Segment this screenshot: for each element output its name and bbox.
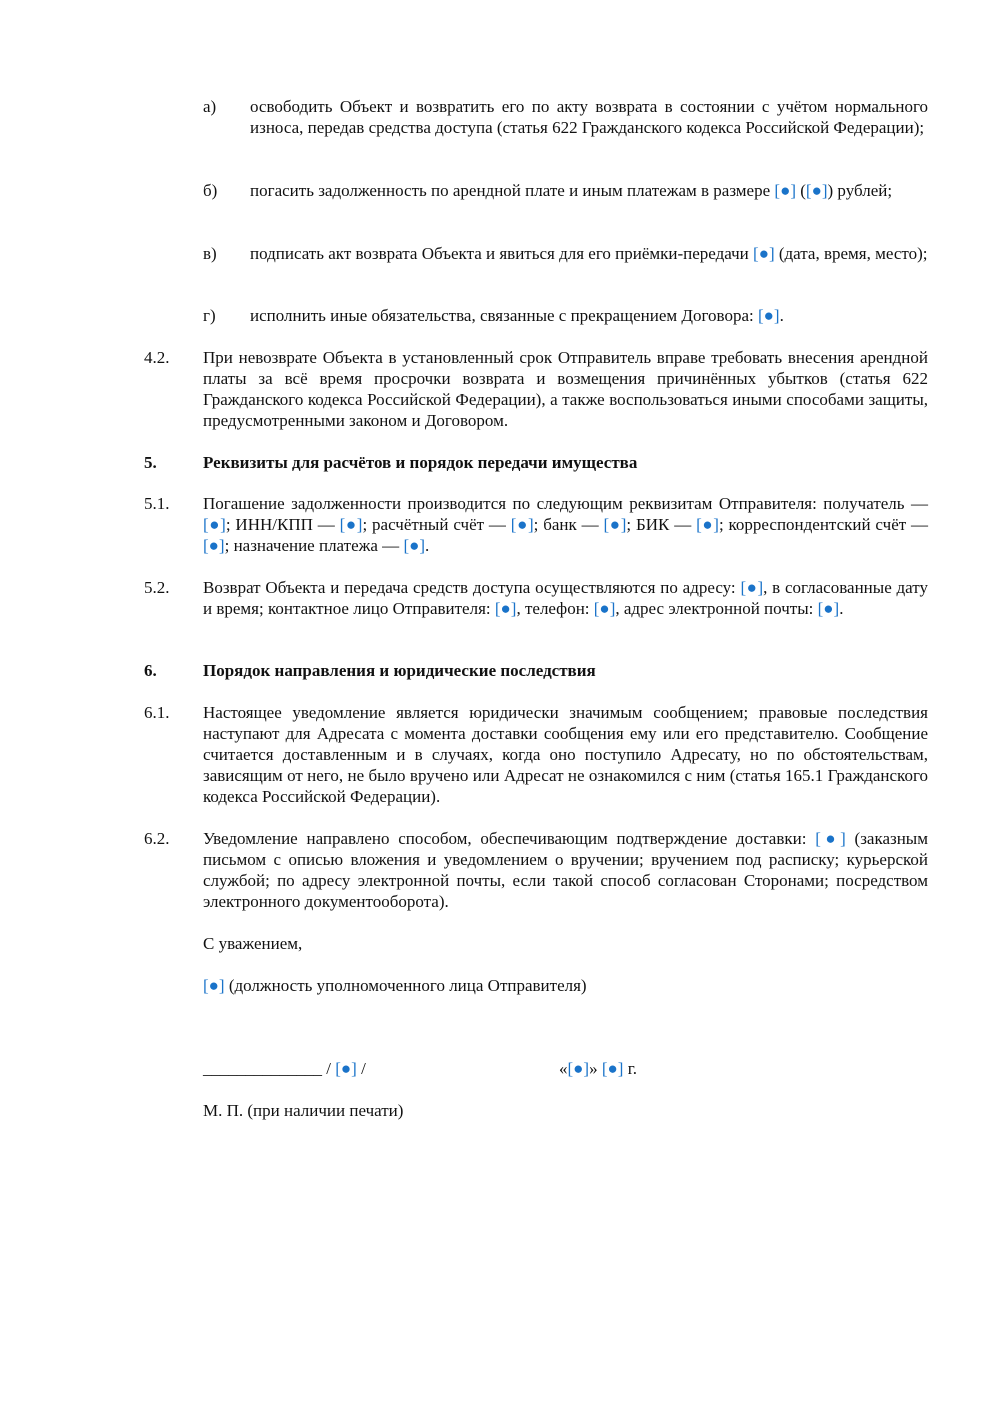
placeholder: [●] [740,578,764,597]
text-fragment: (должность уполномоченного лица Отправителя) [224,976,587,995]
text-fragment: (дата, время, место); [774,244,928,263]
subitem-text [250,180,928,201]
placeholder: [●] [494,599,517,618]
signature-date [559,1058,859,1079]
subitem-label: г) [203,306,216,325]
text-fragment: , в согласованные дату и время; контактное лицо Отправителя: [203,578,928,618]
clause-text [203,493,928,556]
clause-text: Настоящее уведомление является юридически значимым сообщением; правовые последствия наступают для Адресата с момента доставки сообщения ему или его представителю. Сообщение считается доставленным и в случаях, когда оно поступило Адресату, но по обстоятельствам, зависящим от него, не было вручено или Адресат не ознакомился с ним (статья 165.1 Гражданского кодекса Российской Федерации). [203,703,928,806]
text-fragment: ) рублей; [827,181,893,200]
placeholder: [●] [403,536,426,555]
text-fragment: исполнить иные обязательства, связанные с прекращением Договора: [250,306,758,325]
stamp-note: М. П. (при наличии печати) [203,1101,404,1120]
subitem-text: освободить Объект и возвратить его по акту возврата в состоянии с учётом нормального износа, передав средства доступа (статья 622 Гражданского кодекса Российской Федерации); [250,97,928,137]
placeholder: [●] [203,515,226,534]
clause-number: 4.2. [144,348,170,367]
subitem-b [203,180,928,201]
clause-4-2 [144,347,928,431]
placeholder: [●] [601,1059,624,1078]
placeholder: [●] [757,306,780,325]
section-title: Реквизиты для расчётов и порядок передачи имущества [203,453,638,472]
placeholder: [●] [817,599,840,618]
text-fragment: . [779,306,784,325]
text-fragment: , телефон: [516,599,594,618]
text-fragment: (заказным письмом с описью вложения и уведомлением о вручении; вручением под расписку; курьерской службой; по адресу электронной почты, если такой способ согласован Сторонами; посредством электронного документооборота). [203,829,928,911]
text-fragment: подписать акт возврата Объекта и явиться для его приёмки-передачи [250,244,754,263]
text-fragment: Возврат Объекта и передача средств доступа осуществляются по адресу: [203,578,741,597]
clause-6-2 [144,828,928,912]
text-fragment: « [559,1059,568,1078]
clause-number: 6.1. [144,703,170,722]
text-fragment: г. [623,1059,637,1078]
text-fragment: ( [800,181,806,200]
clause-6-1 [144,702,928,807]
placeholder: [●] [567,1059,590,1078]
clause-number: 6.2. [144,829,170,848]
subitem-g [203,305,928,326]
subitem-text [250,243,928,264]
text-fragment: Уведомление направлено способом, обеспечивающим подтверждение доставки: [203,829,816,848]
text-fragment: погасить задолженность по арендной плате и иным платежам в размере [250,181,775,200]
section-number: 5. [144,453,157,472]
section-number: 6. [144,661,157,680]
text-fragment: » [589,1059,602,1078]
placeholder: [●] [603,515,627,534]
clause-number: 5.1. [144,494,170,513]
placeholder: [●] [510,515,534,534]
placeholder: [●] [753,244,775,263]
clause-text [203,828,928,912]
text-fragment: ; банк — [533,515,604,534]
section-title: Порядок направления и юридические последствия [203,661,596,680]
text-fragment: ; БИК — [626,515,697,534]
subitem-label: а) [203,97,217,116]
text-fragment: ; расчётный счёт — [362,515,511,534]
placeholder: [●] [696,515,719,534]
text-fragment: ; ИНН/КПП — [225,515,340,534]
signatory-position [203,975,928,996]
text-fragment: , адрес электронной почты: [615,599,818,618]
text-fragment: ; назначение платежа — [224,536,404,555]
text-fragment: . [839,599,844,618]
clause-text: При невозврате Объекта в установленный срок Отправитель вправе требовать внесения арендной платы за всё время просрочки возврата и возмещения причинённых убытков (статья 622 Гражданского кодекса Российской Федерации), а также воспользоваться иными способами защиты, предусмотренными законом и Договором. [203,348,928,430]
clause-5-1 [144,493,928,556]
placeholder: [●] [203,536,225,555]
placeholder: [●] [805,181,828,200]
subitem-a [203,96,928,138]
clause-text [203,577,928,619]
text-fragment: Погашение задолженности производится по следующим реквизитам Отправителя: получатель — [203,494,928,513]
clause-5-2 [144,577,928,619]
placeholder: [●] [774,181,796,200]
subitem-label: б) [203,181,218,200]
subitem-v [203,243,928,264]
section-6-heading [144,660,928,681]
placeholder: [●] [593,599,616,618]
text-fragment: / [322,1059,336,1078]
placeholder: [●] [339,515,363,534]
subitem-label: в) [203,244,217,263]
text-fragment: . [425,536,430,555]
clause-number: 5.2. [144,578,170,597]
signature-blank: ______________ [203,1059,322,1078]
section-5-heading [144,452,928,473]
text-fragment: ; корреспондентский счёт — [718,515,929,534]
placeholder: [●] [815,829,846,848]
text-fragment: / [356,1059,366,1078]
subitem-text [250,305,928,326]
closing-salutation: С уважением, [203,934,303,953]
placeholder: [●] [335,1059,357,1078]
placeholder: [●] [203,976,225,995]
